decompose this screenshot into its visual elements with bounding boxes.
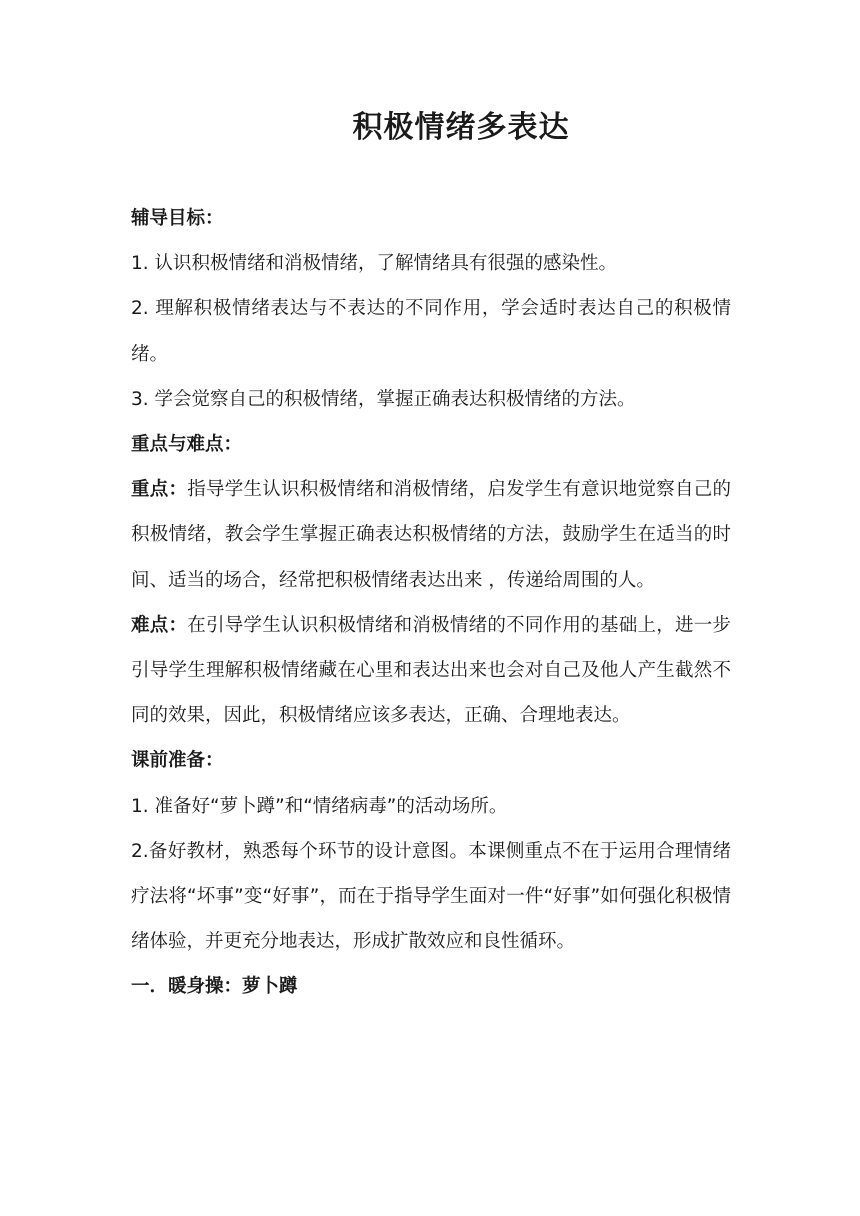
page-title: 积极情绪多表达 [352,110,570,145]
goal-item-3: 3. 学会觉察自己的积极情绪，掌握正确表达积极情绪的方法。 [131,388,636,410]
goals-heading: 辅导目标： [131,208,224,229]
goal-item-2: 2. 理解积极情绪表达与不表达的不同作用，学会适时表达自己的积极情绪。 [131,298,731,365]
document-body [131,196,731,1010]
preparation-item-2: 2.备好教材，熟悉每个环节的设计意图。本课侧重点不在于运用合理情绪疗法将“坏事”变“好事”，而在于指导学生面对一件“好事”如何强化积极情绪体验，并更充分地表达，形成扩散效应和良性循环。 [131,840,731,953]
section-one-heading: 一．暖身操：萝卜蹲 [131,976,298,998]
goal-item-1: 1. 认识积极情绪和消极情绪，了解情绪具有很强的感染性。 [131,253,618,275]
difficulty-paragraph [131,603,731,739]
difficulty-label: 难点： [131,614,188,636]
difficulty-text: 在引导学生认识积极情绪和消极情绪的不同作用的基础上，进一步引导学生理解积极情绪藏在心里和表达出来也会对自己及他人产生截然不同的效果，因此，积极情绪应该多表达，正确、合理地表达。 [131,614,731,727]
preparation-heading: 课前准备： [131,750,224,772]
key-points-heading: 重点与难点： [131,434,243,456]
focus-paragraph [131,467,731,603]
focus-text: 指导学生认识积极情绪和消极情绪，启发学生有意识地觉察自己的积极情绪，教会学生掌握正确表达积极情绪的方法，鼓励学生在适当的时间、适当的场合，经常把积极情绪表达出来 ，传递给周围的人。 [131,479,731,591]
preparation-item-1: 1. 准备好“萝卜蹲”和“情绪病毒”的活动场所。 [131,795,508,817]
focus-label: 重点： [131,479,188,501]
